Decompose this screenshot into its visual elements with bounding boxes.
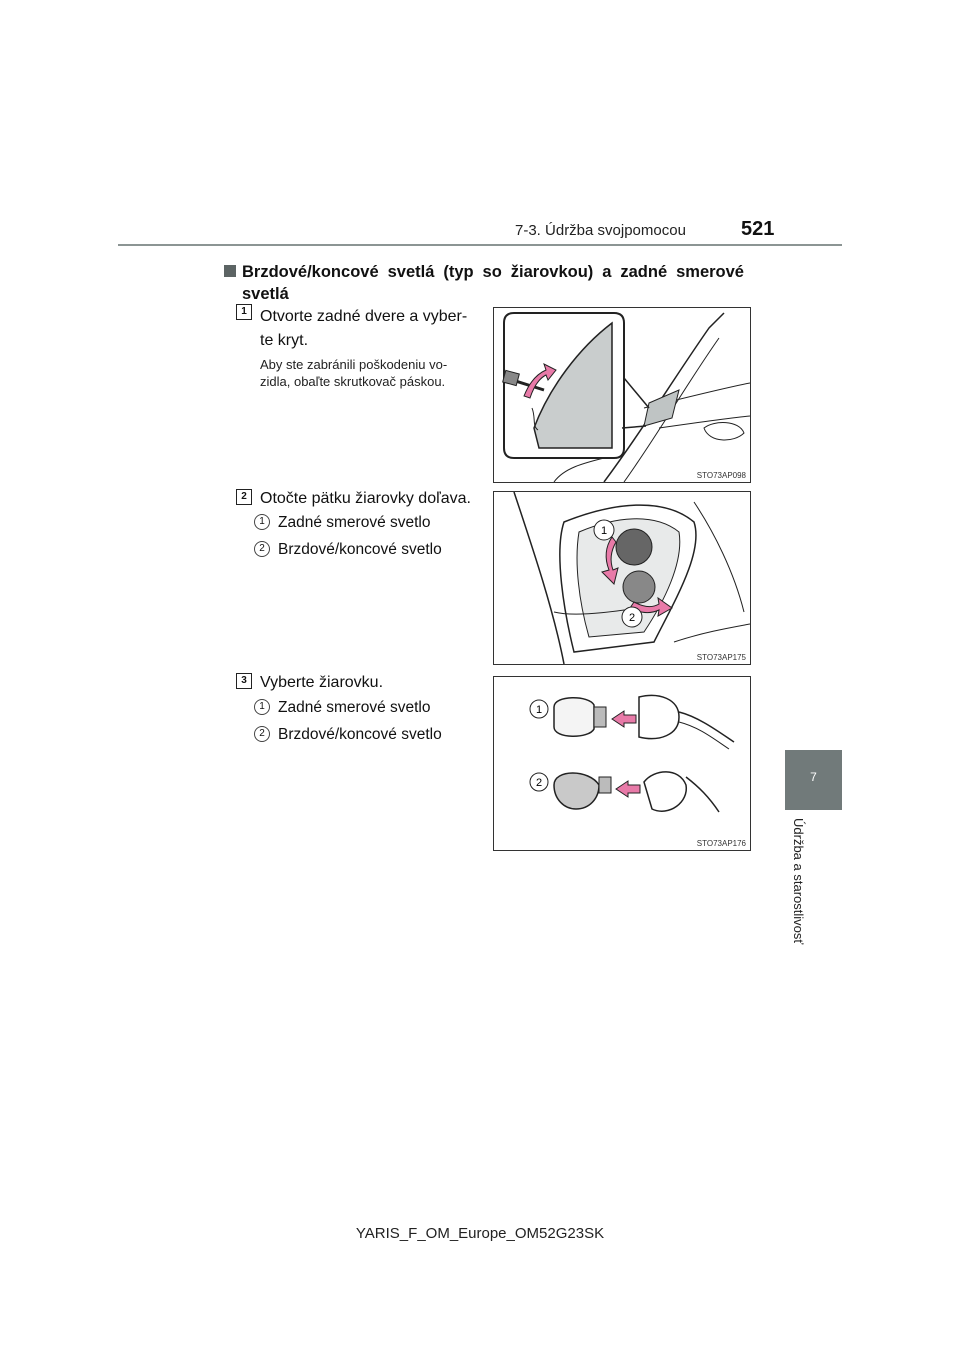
figure-rotate-socket — [493, 491, 751, 665]
figure-remove-bulb — [493, 676, 751, 851]
item-number-circle: 1 — [254, 514, 270, 530]
figure-open-cover — [493, 307, 751, 483]
callout-2: 2 — [628, 612, 636, 624]
figure-open-cover-illustration — [494, 308, 750, 482]
step-2-item-1-label: Zadné smerové svetlo — [278, 514, 431, 531]
section-heading-line1: Brzdové/koncové svetlá (typ so žiarovkou) a zadné smerové — [242, 263, 744, 281]
step-1-text-line2: te kryt. — [260, 332, 309, 349]
step-3-item-2-label: Brzdové/koncové svetlo — [278, 726, 442, 743]
step-number-box: 2 — [236, 489, 252, 505]
footer-doc-id: YARIS_F_OM_Europe_OM52G23SK — [355, 1225, 605, 1242]
chapter-title: Údržba a starostlivosť — [791, 818, 806, 945]
step-number-box: 3 — [236, 673, 252, 689]
callout-2: 2 — [535, 777, 543, 789]
step-number-box: 1 — [236, 304, 252, 320]
figure-code: STO73AP176 — [696, 839, 746, 848]
chapter-title-vertical — [786, 818, 810, 978]
item-number-circle: 1 — [254, 699, 270, 715]
header-section-title: 7-3. Údržba svojpomocou — [515, 222, 686, 239]
step-2-text: Otočte pätku žiarovky doľava. — [260, 490, 471, 507]
step-1-note-line1: Aby ste zabránili poškodeniu vo- — [260, 357, 448, 372]
figure-code: STO73AP175 — [696, 653, 746, 662]
square-bullet-icon — [224, 265, 236, 277]
section-heading — [224, 259, 744, 285]
item-number-circle: 2 — [254, 726, 270, 742]
step-1-note-line2: zidla, obaľte skrutkovač páskou. — [260, 374, 446, 389]
figure-code: STO73AP098 — [696, 471, 746, 480]
chapter-number: 7 — [810, 770, 817, 784]
callout-1: 1 — [600, 525, 608, 537]
item-number-circle: 2 — [254, 541, 270, 557]
callout-1: 1 — [535, 704, 543, 716]
figure-rotate-socket-illustration — [494, 492, 750, 664]
step-3-item-1-label: Zadné smerové svetlo — [278, 699, 431, 716]
step-2-item-2-label: Brzdové/koncové svetlo — [278, 541, 442, 558]
step-1-text-line1: Otvorte zadné dvere a vyber- — [260, 308, 468, 325]
section-heading-line2: svetlá — [242, 285, 289, 303]
step-3-text: Vyberte žiarovku. — [260, 674, 384, 691]
page-number: 521 — [741, 218, 775, 240]
figure-remove-bulb-illustration — [494, 677, 750, 850]
header-divider — [118, 244, 842, 246]
